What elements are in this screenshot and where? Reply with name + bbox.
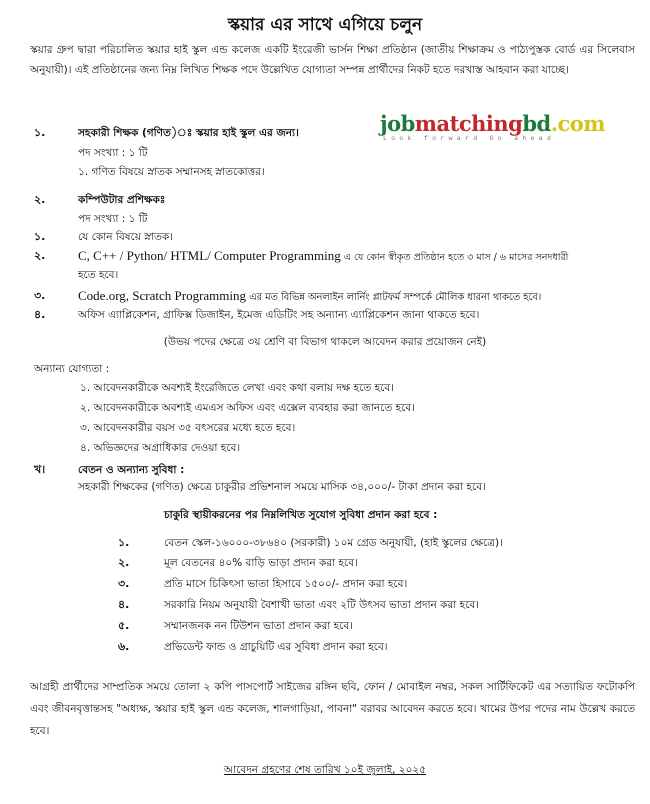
logo-part-matching: matching	[414, 111, 523, 136]
application-deadline: আবেদন গ্রহণের শেষ তারিখ ১০ই জুলাই, ২০২৫	[223, 764, 427, 776]
requirement-text: এর মত বিভিন্ন অনলাইন লার্নিং প্লাটফর্ম সম্পর্কে মৌলিক ধারনা থাকতে হবে।	[246, 292, 542, 303]
other-qualifications-heading: অন্যান্য যোগ্যতা :	[34, 363, 110, 375]
requirement-item: ১. গণিত বিষয়ে স্নাতক সম্মানসহ স্নাতকোত্তর।	[78, 166, 265, 178]
position-number: ১.	[34, 126, 46, 139]
benefit-number: ৩.	[118, 577, 130, 590]
qualification-item: ১. আবেদনকারীকে অবশ্যই ইংরেজিতে লেখা এবং কথা বলায় দক্ষ হতে হবে।	[80, 382, 394, 394]
requirement-item: যে কোন বিষয়ে স্নাতক।	[78, 231, 173, 243]
requirement-number: ৪.	[34, 308, 46, 321]
position-number: ২.	[34, 193, 46, 206]
logo-tagline: Look forward Go ahead	[383, 135, 556, 142]
requirement-number: ৩.	[34, 289, 46, 302]
requirement-eng-text: C, C++ / Python/ HTML/ Computer Programming	[78, 248, 341, 263]
benefit-number: ১.	[118, 536, 130, 549]
requirement-number: ১.	[34, 230, 46, 243]
application-instructions: আগ্রহী প্রার্থীদের সাম্প্রতিক সময়ে তোলা ২ কপি পাসপোর্ট সাইজের রঙ্গিন ছবি, ফোন / মোবাইল নম্বর, সকল সার্টিফিকেট এর সত্যায়িত ফটোকপি এবং জীবনবৃত্তান্তসহ "অধ্যক্ষ, স্কয়ার হাই স্কুল এন্ড কলেজ, শালগাড়িয়া, পাবনা" বরাবর আবেদন করতে হবে। খামের উপর পদের নাম উল্লেখ করতে হবে।	[30, 681, 635, 737]
qualification-item: ২. আবেদনকারীকে অবশ্যই এমএস অফিস এবং এক্সেল ব্যবহার করা জানতে হবে।	[80, 402, 415, 414]
logo-part-bd: bd	[522, 111, 551, 136]
eligibility-note: (উভয় পদের ক্ষেত্রে ৩য় শ্রেণি বা বিভাগ থাকলে আবেদন করার প্রয়োজন নেই)	[163, 336, 487, 348]
position-vacancy: পদ সংখ্যা : ১ টি	[78, 147, 148, 159]
benefit-number: ৬.	[118, 640, 130, 653]
logo-part-com: .com	[550, 111, 606, 136]
probation-salary: সহকারী শিক্ষকের (গণিত) ক্ষেত্রে চাকুরীর প্রভিশনাল সময়ে মাসিক ৩৪,০০০/- টাকা প্রদান করা হবে।	[78, 481, 486, 493]
benefit-item: প্রভিডেন্ট ফান্ড ও গ্রাচুয়িটি এর সুবিধা প্রদান করা হবে।	[164, 641, 388, 653]
requirement-number: ২.	[34, 249, 46, 262]
page-title: স্কয়ার এর সাথে এগিয়ে চলুন	[227, 15, 423, 35]
qualification-item: ৪. অভিজ্ঞদের অগ্রাধিকার দেওয়া হবে।	[80, 442, 241, 454]
benefit-item: মূল বেতনের ৪০% বাড়ি ভাড়া প্রদান করা হবে।	[164, 557, 358, 569]
requirement-continuation: হতে হবে।	[78, 269, 119, 281]
position-title: সহকারী শিক্ষক (গণিত)ঃ স্কয়ার হাই স্কুল এর জন্য।	[78, 127, 299, 139]
benefit-number: ২.	[118, 556, 130, 569]
requirement-eng-text: Code.org, Scratch Programming	[78, 288, 247, 303]
benefits-heading: চাকুরি স্থায়ীকরনের পর নিম্নলিখিত সুযোগ সুবিধা প্রদান করা হবে :	[164, 509, 438, 521]
benefit-item: সম্মানজনক নন টিউশন ভাতা প্রদান করা হবে।	[164, 620, 353, 632]
requirement-text: এ যে কোন স্বীকৃত প্রতিষ্ঠান হতে ৩ মাস / ৬ মাসের সনদধারী	[340, 252, 569, 263]
benefit-number: ৫.	[118, 619, 130, 632]
benefit-number: ৪.	[118, 598, 130, 611]
benefit-item: প্রতি মাসে চিকিৎসা ভাতা হিসাবে ১৫০০/- প্রদান করা হবে।	[164, 578, 408, 590]
requirement-item	[78, 287, 541, 305]
requirement-item: অফিস এ্যাপ্লিকেশন, গ্রাফিক্স ডিজাইন, ইমেজ এডিটিং সহ অন্যান্য এ্যাপ্লিকেশন জানা থাকতে হবে।	[78, 309, 480, 321]
watermark-logo	[380, 113, 605, 143]
qualification-item: ৩. আবেদনকারীর বয়স ৩৫ বৎসরের মধ্যে হতে হবে।	[80, 422, 296, 434]
benefit-item: বেতন স্কেল-১৬০০০-৩৮৬৪০ (সরকারী) ১০ম গ্রেড অনুযায়ী, (হাই স্কুলের ক্ষেত্রে)।	[164, 537, 503, 549]
salary-marker: খ।	[34, 463, 46, 476]
intro-paragraph: স্কয়ার গ্রুপ দ্বারা পরিচালিত স্কয়ার হাই স্কুল এন্ড কলেজ একটি ইংরেজী ভার্সন শিক্ষা প্রতিষ্ঠান (জাতীয় শিক্ষাক্রম ও পাঠ্যপুস্তক বোর্ড এর সিলেবাস অনুযায়ী)। এই প্রতিষ্ঠানের জন্য নিম্ন লিখিত শিক্ষক পদে উল্লেখিত যোগ্যতা সম্পন্ন প্রার্থীদের নিকট হতে দরখাস্ত আহবান করা যাচ্ছে।	[30, 44, 635, 76]
salary-heading: বেতন ও অন্যান্য সুবিধা :	[78, 464, 185, 476]
logo-part-job: job	[380, 111, 415, 136]
requirement-item	[78, 247, 568, 265]
benefit-item: সরকারি নিয়ম অনুযায়ী বৈশাখী ভাতা এবং ২টি উৎসব ভাতা প্রদান করা হবে।	[164, 599, 479, 611]
position-vacancy: পদ সংখ্যা : ১ টি	[78, 213, 148, 225]
position-title: কম্পিউটার প্রশিক্ষকঃ	[78, 194, 166, 206]
